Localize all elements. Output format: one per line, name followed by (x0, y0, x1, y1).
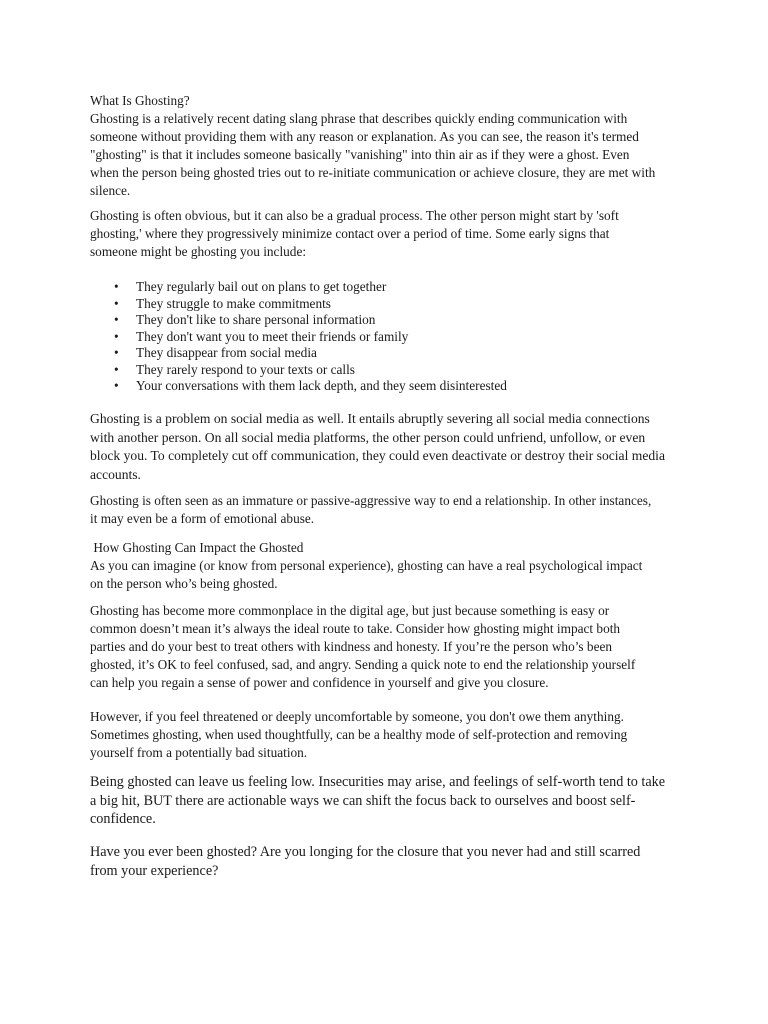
paragraph-line: ghosted, it’s OK to feel confused, sad, and angry. Sending a quick note to end the relationship yourself (90, 657, 636, 672)
bullet-icon: • (114, 345, 119, 360)
paragraph-line: "ghosting" is that it includes someone basically "vanishing" into thin air as if they were a ghost. Even (90, 147, 630, 162)
paragraph-line: from your experience? (90, 862, 219, 879)
section-heading: What Is Ghosting? (90, 93, 190, 108)
paragraph-line: Ghosting is a problem on social media as well. It entails abruptly severing all social media connections (90, 411, 650, 426)
paragraph-line: Ghosting is often seen as an immature or passive-aggressive way to end a relationship. In other instances, (90, 493, 652, 508)
paragraph-line: on the person who’s being ghosted. (90, 576, 278, 591)
paragraph-line: block you. To completely cut off communication, they could even deactivate or destroy their social media (90, 448, 665, 464)
paragraph-line: it may even be a form of emotional abuse. (90, 511, 315, 526)
list-item (90, 329, 507, 346)
paragraph-line: Sometimes ghosting, when used thoughtfully, can be a healthy mode of self-protection and removing (90, 727, 628, 742)
paragraph-commonplace (90, 602, 690, 692)
paragraph-closing-question (90, 843, 690, 880)
paragraph-gradual-process (90, 207, 690, 261)
paragraph-line: someone might be ghosting you include: (90, 244, 307, 259)
bullet-icon: • (114, 328, 119, 344)
bullet-icon: • (114, 295, 119, 311)
bullet-icon: • (114, 361, 119, 377)
early-signs-list (90, 279, 507, 395)
paragraph-social-media (90, 410, 690, 484)
paragraph-line: confidence. (90, 811, 156, 827)
paragraph-line: yourself from a potentially bad situation. (90, 745, 308, 760)
list-item-text: Your conversations with them lack depth, and they seem disinterested (136, 378, 507, 393)
list-item (90, 362, 507, 379)
list-item-text: They don't like to share personal information (136, 312, 376, 327)
list-item-text: They disappear from social media (136, 345, 317, 360)
section-heading: How Ghosting Can Impact the Ghosted (90, 540, 304, 555)
paragraph-line: Being ghosted can leave us feeling low. Insecurities may arise, and feelings of self-worth tend to take (90, 774, 666, 790)
paragraph-line: someone without providing them with any reason or explanation. As you can see, the reason it's termed (90, 129, 639, 144)
paragraph-line: accounts. (90, 466, 141, 482)
paragraph-line: Ghosting is a relatively recent dating slang phrase that describes quickly ending communication with (90, 111, 628, 126)
list-item-text: They don't want you to meet their friends or family (136, 328, 409, 344)
paragraph-line: parties and do your best to treat others with kindness and honesty. If you’re the person who’s been (90, 639, 613, 654)
list-item (90, 345, 507, 362)
list-item (90, 378, 507, 395)
list-item-text: They regularly bail out on plans to get together (136, 279, 387, 294)
paragraph-line: As you can imagine (or know from personal experience), ghosting can have a real psychological impact (90, 558, 643, 573)
section-what-is-ghosting (90, 92, 690, 200)
paragraph-line: Ghosting has become more commonplace in the digital age, but just because something is easy or (90, 603, 610, 618)
paragraph-line: However, if you feel threatened or deeply uncomfortable by someone, you don't owe them anything. (90, 709, 624, 724)
paragraph-line: silence. (90, 183, 131, 198)
list-item (90, 312, 507, 329)
list-item (90, 279, 507, 296)
paragraph-line: when the person being ghosted tries out to re-initiate communication or achieve closure, they are met with (90, 165, 656, 180)
paragraph-line: common doesn’t mean it’s always the ideal route to take. Consider how ghosting might impact both (90, 621, 621, 636)
list-item-text: They struggle to make commitments (136, 295, 331, 311)
paragraph-line: a big hit, BUT there are actionable ways we can shift the focus back to ourselves and boost self- (90, 792, 636, 809)
paragraph-threatened (90, 708, 690, 762)
paragraph-immature (90, 492, 690, 528)
paragraph-line: with another person. On all social media platforms, the other person could unfriend, unfollow, or even (90, 429, 646, 445)
list-item (90, 296, 507, 313)
paragraph-line: can help you regain a sense of power and confidence in yourself and give you closure. (90, 675, 549, 690)
paragraph-line: ghosting,' where they progressively minimize contact over a period of time. Some early signs that (90, 226, 610, 241)
section-impact (90, 539, 690, 593)
paragraph-feeling-low (90, 773, 690, 829)
paragraph-line: Have you ever been ghosted? Are you longing for the closure that you never had and still scarred (90, 844, 641, 860)
list-item-text: They rarely respond to your texts or calls (136, 361, 355, 377)
bullet-icon: • (114, 312, 119, 327)
bullet-icon: • (114, 378, 119, 393)
paragraph-line: Ghosting is often obvious, but it can also be a gradual process. The other person might start by 'soft (90, 208, 619, 223)
bullet-icon: • (114, 279, 119, 294)
